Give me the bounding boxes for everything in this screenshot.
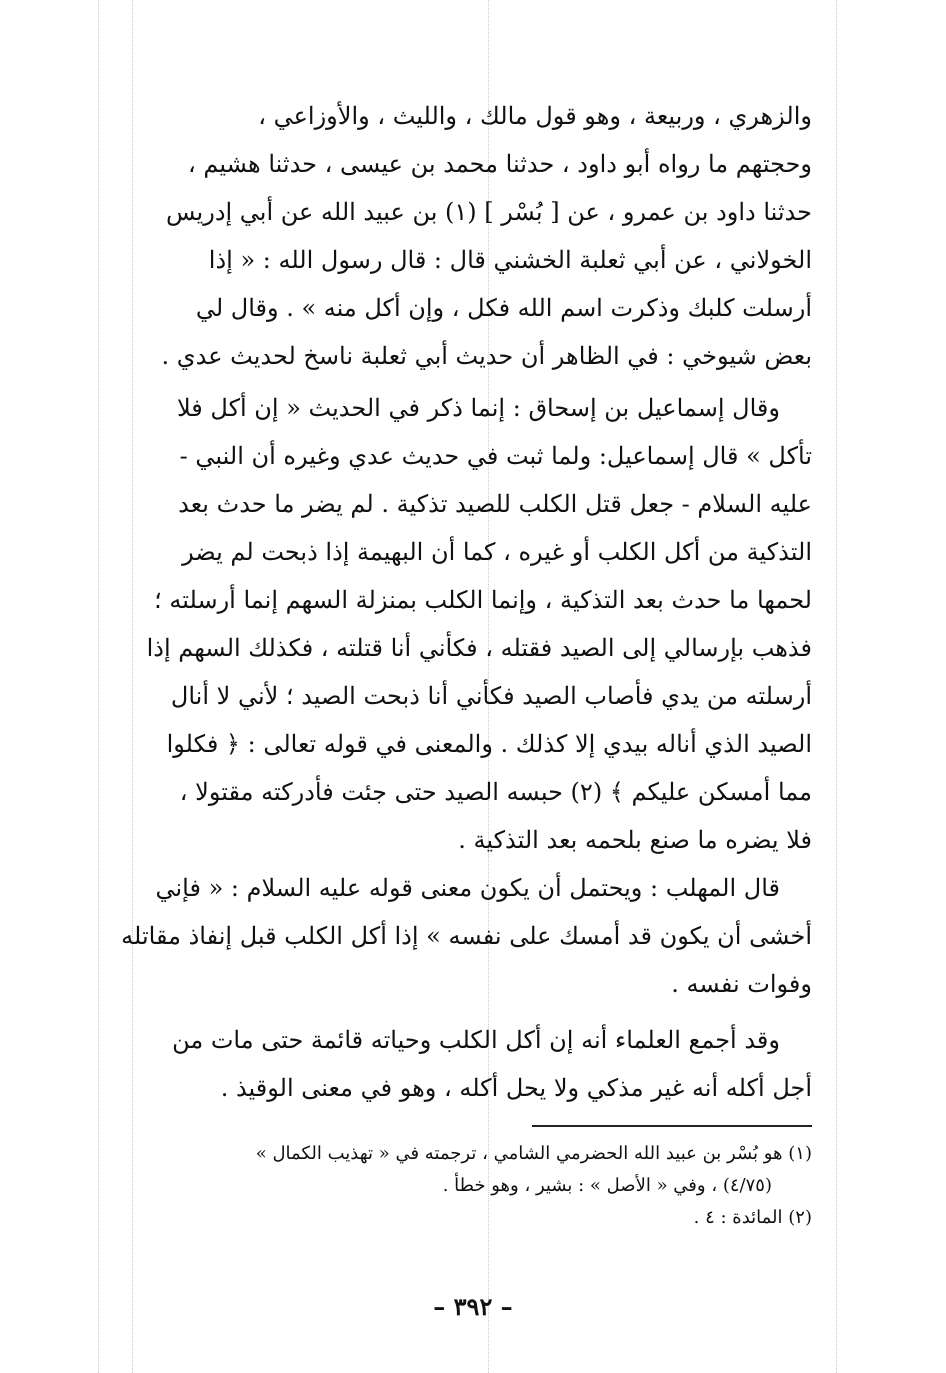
text-line: الصيد الذي أناله بيدي إلا كذلك . والمعنى في قوله تعالى : ﴿ فكلوا [166, 730, 812, 758]
text-line: تأكل » قال إسماعيل: ولما ثبت في حديث عدي وغيره أن النبي - [179, 442, 812, 470]
text-line: أخشى أن يكون قد أمسك على نفسه » إذا أكل الكلب قبل إنفاذ مقاتله [121, 922, 812, 950]
text-line: التذكية من أكل الكلب أو غيره ، كما أن البهيمة إذا ذبحت لم يضر [182, 538, 812, 566]
text-line: فذهب بإرسالي إلى الصيد فقتله ، فكأني أنا قتلته ، فكذلك السهم إذا [146, 634, 812, 662]
text-line: وقال إسماعيل بن إسحاق : إنما ذكر في الحديث « إن أكل فلا [176, 394, 780, 422]
text-line: أرسلت كلبك وذكرت اسم الله فكل ، وإن أكل منه » . وقال لي [195, 294, 812, 322]
paragraph-1 [120, 92, 812, 380]
text-line: حدثنا داود بن عمرو ، عن [ بُسْر ] (١) بن عبيد الله عن أبي إدريس [165, 198, 812, 226]
footnote-separator [532, 1125, 812, 1127]
footnote-2: (٢) المائدة : ٤ . [693, 1207, 812, 1228]
text-line: بعض شيوخي : في الظاهر أن حديث أبي ثعلبة ناسخ لحديث عدي . [161, 342, 812, 370]
paragraph-2 [120, 384, 812, 864]
scan-margin-line [836, 0, 837, 1373]
text-line: قال المهلب : ويحتمل أن يكون معنى قوله عليه السلام : « فإني [155, 874, 780, 902]
text-line: وحجتهم ما رواه أبو داود ، حدثنا محمد بن عيسى ، حدثنا هشيم ، [188, 150, 812, 178]
text-line: فلا يضره ما صنع بلحمه بعد التذكية . [458, 826, 812, 854]
footnote-1-continued: (٤/٧٥) ، وفي « الأصل » : بشير ، وهو خطأ . [442, 1175, 772, 1196]
text-line: أجل أكله أنه غير مذكي ولا يحل أكله ، وهو في معنى الوقيذ . [220, 1074, 812, 1102]
text-line: الخولاني ، عن أبي ثعلبة الخشني قال : قال رسول الله : « إذا [208, 246, 812, 274]
paragraph-4 [120, 1016, 812, 1112]
text-line: عليه السلام - جعل قتل الكلب للصيد تذكية . لم يضر ما حدث بعد [178, 490, 812, 518]
quran-verse-line: مما أمسكن عليكم ﴾ (٢) حبسه الصيد حتى جئت فأدركته مقتولا ، [179, 778, 812, 806]
text-line: لحمها ما حدث بعد التذكية ، وإنما الكلب بمنزلة السهم إنما أرسلته ؛ [154, 586, 812, 614]
scan-margin-line [98, 0, 99, 1373]
text-line: وفوات نفسه . [671, 970, 812, 998]
page-number: – ٣٩٢ – [433, 1292, 513, 1321]
text-line: أرسلته من يدي فأصاب الصيد فكأني أنا ذبحت الصيد ؛ لأني لا أنال [170, 682, 812, 710]
footnote-1: (١) هو بُسْر بن عبيد الله الحضرمي الشامي ، ترجمته في « تهذيب الكمال » [255, 1143, 812, 1164]
text-line: وقد أجمع العلماء أنه إن أكل الكلب وحياته قائمة حتى مات من [172, 1026, 780, 1054]
paragraph-3 [120, 864, 812, 1008]
footnotes [120, 1138, 812, 1234]
text-line: والزهري ، وربيعة ، وهو قول مالك ، والليث ، والأوزاعي ، [258, 102, 812, 130]
